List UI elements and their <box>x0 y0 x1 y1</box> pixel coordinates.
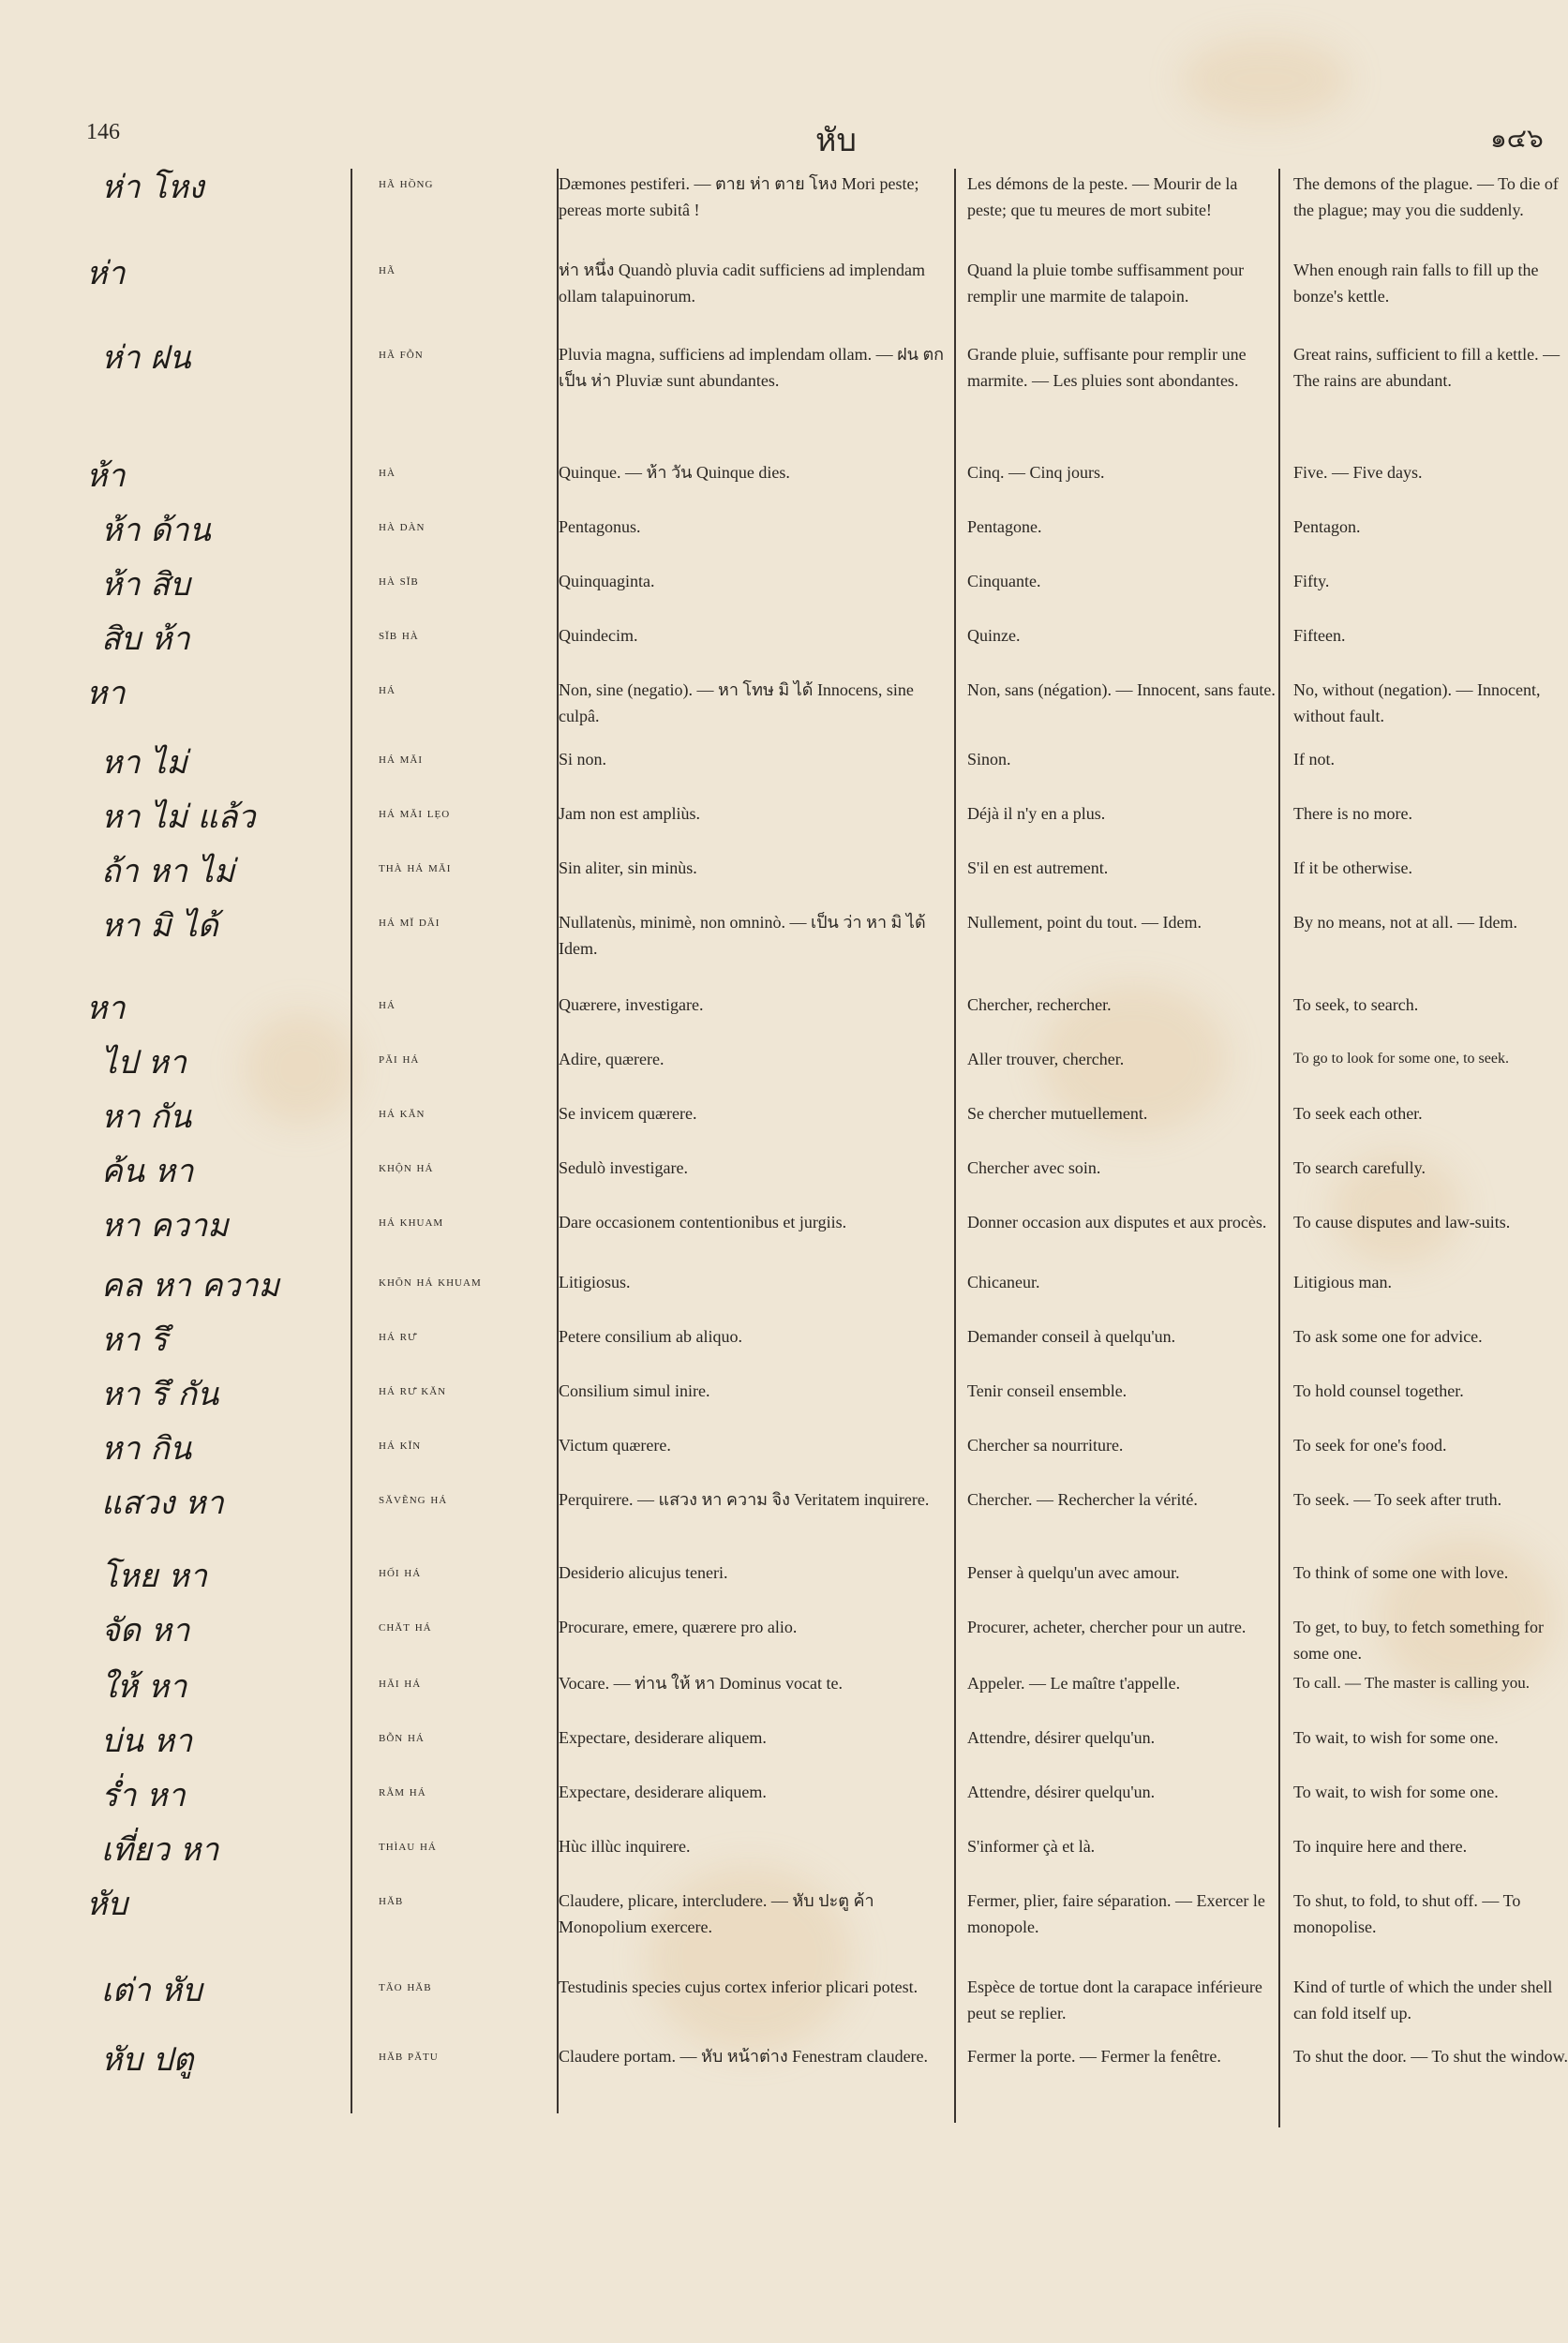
french-definition: S'informer çà et là. <box>967 1837 1096 1856</box>
french-definition: Penser à quelqu'un avec amour. <box>967 1563 1180 1582</box>
english-definition: To think of some one with love. <box>1293 1563 1509 1582</box>
latin-definition: Si non. <box>559 750 607 769</box>
romanization: rằm há <box>379 1784 426 1799</box>
latin-definition: Petere consilium ab aliquo. <box>559 1327 742 1346</box>
french-definition: Déjà il n'y en a plus. <box>967 804 1106 823</box>
latin-definition: Quindecim. <box>559 626 638 645</box>
french-definition: Demander conseil à quelqu'un. <box>967 1327 1176 1346</box>
romanization: thìau há <box>379 1839 437 1854</box>
romanization: chăt há <box>379 1619 432 1634</box>
thai-headword: หับ <box>86 1886 127 1923</box>
thai-headword: หา มิ ได้ <box>101 907 218 945</box>
latin-definition: Quinque. — ห้า วัน Quinque dies. <box>559 463 790 482</box>
thai-headword: ห่า โหง <box>101 169 204 206</box>
romanization: pǎi há <box>379 1052 420 1067</box>
thai-headword: เต่า หับ <box>101 1972 202 2009</box>
latin-definition: Expectare, desiderare aliquem. <box>559 1728 767 1747</box>
romanization: khŏn há khuam <box>379 1275 482 1290</box>
romanization: há mĭ dǎi <box>379 915 441 930</box>
french-definition: Pentagone. <box>967 517 1042 536</box>
french-definition: Tenir conseil ensemble. <box>967 1381 1127 1400</box>
latin-definition: Non, sine (negatio). — หา โทษ มิ ได้ Innocens, sine culpâ. <box>559 680 914 725</box>
english-definition: If not. <box>1293 750 1335 769</box>
latin-definition: Sedulò investigare. <box>559 1158 688 1177</box>
latin-definition: Hùc illùc inquirere. <box>559 1837 691 1856</box>
romanization: hã hồng <box>379 176 434 191</box>
english-definition: To call. — The master is calling you. <box>1293 1674 1531 1692</box>
thai-headword: ค้น หา <box>101 1153 194 1190</box>
thai-headword: ให้ หา <box>101 1668 187 1706</box>
english-definition: To shut, to fold, to shut off. — To monopolise. <box>1293 1891 1521 1936</box>
english-definition: To seek. — To seek after truth. <box>1293 1490 1502 1509</box>
french-definition: Se chercher mutuellement. <box>967 1104 1148 1123</box>
latin-definition: Dæmones pestiferi. — ตาย ห่า ตาย โหง Mori peste; pereas morte subitâ ! <box>559 174 919 219</box>
english-definition: To shut the door. — To shut the window. <box>1293 2047 1568 2066</box>
thai-headword: ร่ำ หา <box>101 1777 186 1814</box>
romanization: hăb <box>379 1893 404 1908</box>
romanization: hǎi há <box>379 1676 422 1691</box>
latin-definition: Expectare, desiderare aliquem. <box>559 1783 767 1801</box>
french-definition: Chercher avec soin. <box>967 1158 1101 1177</box>
romanization: hã <box>379 262 396 277</box>
latin-definition: Quinquaginta. <box>559 572 655 590</box>
french-definition: Quand la pluie tombe suffisamment pour remplir une marmite de talapoin. <box>967 261 1245 306</box>
romanization: hà sĭb <box>379 574 419 589</box>
french-definition: Donner occasion aux disputes et aux procès. <box>967 1213 1267 1231</box>
thai-headword: ห่า <box>86 255 126 292</box>
english-definition: To wait, to wish for some one. <box>1293 1728 1499 1747</box>
romanization: hã fỗn <box>379 347 424 362</box>
latin-definition: Pluvia magna, sufficiens ad implendam ollam. — ฝน ตก เป็น ห่า Pluviæ sunt abundantes. <box>559 345 945 390</box>
english-definition: There is no more. <box>1293 804 1412 823</box>
latin-definition: Jam non est ampliùs. <box>559 804 700 823</box>
latin-definition: Quærere, investigare. <box>559 995 704 1014</box>
french-definition: Attendre, désirer quelqu'un. <box>967 1728 1156 1747</box>
french-definition: Attendre, désirer quelqu'un. <box>967 1783 1156 1801</box>
french-definition: Fermer la porte. — Fermer la fenêtre. <box>967 2047 1221 2066</box>
english-definition: Great rains, sufficient to fill a kettle. — The rains are abundant. <box>1293 345 1561 390</box>
french-definition: Fermer, plier, faire séparation. — Exercer le monopole. <box>967 1891 1265 1936</box>
french-definition: Quinze. <box>967 626 1021 645</box>
latin-definition: Se invicem quærere. <box>559 1104 697 1123</box>
english-definition: To wait, to wish for some one. <box>1293 1783 1499 1801</box>
french-definition: Cinq. — Cinq jours. <box>967 463 1105 482</box>
english-definition: Kind of turtle of which the under shell can fold itself up. <box>1293 1977 1553 2022</box>
romanization: thà há mǎi <box>379 860 452 875</box>
english-definition: The demons of the plague. — To die of the plague; may you die suddenly. <box>1293 174 1559 219</box>
romanization: săvẽng há <box>379 1492 448 1507</box>
french-definition: Sinon. <box>967 750 1011 769</box>
thai-headword: คล หา ความ <box>101 1267 280 1305</box>
thai-headword: หา ไม่ <box>101 744 187 782</box>
french-definition: Aller trouver, chercher. <box>967 1050 1125 1068</box>
romanization: khộn há <box>379 1160 434 1175</box>
english-definition: Fifty. <box>1293 572 1330 590</box>
thai-headword: หา กิน <box>101 1430 192 1468</box>
english-definition: Litigious man. <box>1293 1273 1392 1291</box>
romanization: hà <box>379 465 396 480</box>
french-definition: Nullement, point du tout. — Idem. <box>967 913 1202 932</box>
thai-headword: หา รึ กัน <box>101 1376 219 1413</box>
latin-definition: ห่า หนึ่ง Quandò pluvia cadit sufficiens ad implendam ollam talapuinorum. <box>559 261 926 306</box>
thai-headword: หา ความ <box>101 1207 229 1245</box>
latin-definition: Claudere portam. — หับ หน้าต่าง Fenestram claudere. <box>559 2047 929 2066</box>
english-definition: To seek for one's food. <box>1293 1436 1447 1455</box>
latin-definition: Sin aliter, sin minùs. <box>559 858 697 877</box>
romanization: há <box>379 682 396 697</box>
thai-headword: เที่ยว หา <box>101 1831 219 1869</box>
english-definition: If it be otherwise. <box>1293 858 1412 877</box>
romanization: há mǎi <box>379 752 424 767</box>
thai-headword: ถ้า หา ไม่ <box>101 853 235 890</box>
latin-definition: Adire, quærere. <box>559 1050 665 1068</box>
thai-headword: หับ ปตู <box>101 2041 194 2079</box>
latin-definition: Desiderio alicujus teneri. <box>559 1563 728 1582</box>
page-title: หับ <box>815 122 857 159</box>
french-definition: Chicaneur. <box>967 1273 1040 1291</box>
thai-headword: ไป หา <box>101 1044 187 1082</box>
latin-definition: Claudere, plicare, intercludere. — หับ ปะตู ค้า Monopolium exercere. <box>559 1891 874 1936</box>
thai-headword: หา <box>86 990 126 1027</box>
french-definition: S'il en est autrement. <box>967 858 1109 877</box>
romanization: há kăn <box>379 1106 426 1121</box>
latin-definition: Procurare, emere, quærere pro alio. <box>559 1618 798 1636</box>
romanization: bỗn há <box>379 1730 425 1745</box>
english-definition: To hold counsel together. <box>1293 1381 1464 1400</box>
romanization: há khuam <box>379 1215 444 1230</box>
latin-definition: Vocare. — ท่าน ให้ หา Dominus vocat te. <box>559 1674 844 1693</box>
latin-definition: Litigiosus. <box>559 1273 631 1291</box>
french-definition: Grande pluie, suffisante pour remplir une marmite. — Les pluies sont abondantes. <box>967 345 1247 390</box>
romanization: tǎo hăb <box>379 1979 432 1994</box>
thai-headword: หา ไม่ แล้ว <box>101 798 256 836</box>
english-definition: No, without (negation). — Innocent, without fault. <box>1293 680 1541 725</box>
page-header <box>0 114 1568 159</box>
french-definition: Procurer, acheter, chercher pour un autre. <box>967 1618 1247 1636</box>
english-definition: To get, to buy, to fetch something for some one. <box>1293 1618 1545 1663</box>
english-definition: Five. — Five days. <box>1293 463 1423 482</box>
romanization: há mǎi lẹo <box>379 806 451 821</box>
english-definition: Pentagon. <box>1293 517 1361 536</box>
thai-headword: ห้า <box>86 457 126 495</box>
romanization: há rư̆ kăn <box>379 1383 447 1398</box>
english-definition: To ask some one for advice. <box>1293 1327 1483 1346</box>
romanization: há <box>379 997 396 1012</box>
thai-headword: หา รึ <box>101 1321 168 1359</box>
thai-headword: สิบ ห้า <box>101 620 190 658</box>
english-definition: To go to look for some one, to seek. <box>1293 1051 1509 1067</box>
romanization: hối há <box>379 1565 422 1580</box>
english-definition: To inquire here and there. <box>1293 1837 1468 1856</box>
french-definition: Espèce de tortue dont la carapace inférieure peut se replier. <box>967 1977 1262 2022</box>
french-definition: Cinquante. <box>967 572 1041 590</box>
english-definition: To search carefully. <box>1293 1158 1426 1177</box>
english-definition: When enough rain falls to fill up the bonze's kettle. <box>1293 261 1539 306</box>
latin-definition: Victum quærere. <box>559 1436 671 1455</box>
dictionary-entries <box>0 169 1568 2118</box>
page-number-right: ๑๔๖ <box>1490 123 1544 154</box>
french-definition: Les démons de la peste. — Mourir de la peste; que tu meures de mort subite! <box>967 174 1238 219</box>
latin-definition: Testudinis species cujus cortex inferior plicari potest. <box>559 1977 918 1996</box>
english-definition: By no means, not at all. — Idem. <box>1293 913 1517 932</box>
thai-headword: โหย หา <box>101 1558 207 1595</box>
thai-headword: บ่น หา <box>101 1723 193 1760</box>
latin-definition: Pentagonus. <box>559 517 641 536</box>
romanization: sĭb hà <box>379 628 419 643</box>
english-definition: Fifteen. <box>1293 626 1346 645</box>
english-definition: To seek, to search. <box>1293 995 1419 1014</box>
latin-definition: Perquirere. — แสวง หา ความ จิง Veritatem inquirere. <box>559 1490 930 1509</box>
thai-headword: จัด หา <box>101 1612 190 1649</box>
french-definition: Chercher. — Rechercher la vérité. <box>967 1490 1198 1509</box>
english-definition: To cause disputes and law-suits. <box>1293 1213 1511 1231</box>
thai-headword: ห้า สิบ <box>101 566 190 604</box>
latin-definition: Nullatenùs, minimè, non omninò. — เป็น ว่า หา มิ ได้ Idem. <box>559 913 926 958</box>
thai-headword: ห้า ด้าน <box>101 512 211 549</box>
latin-definition: Consilium simul inire. <box>559 1381 710 1400</box>
english-definition: To seek each other. <box>1293 1104 1423 1123</box>
thai-headword: หา <box>86 675 126 712</box>
thai-headword: หา กัน <box>101 1098 192 1136</box>
romanization: hăb pătu <box>379 2049 439 2064</box>
romanization: há rư̆ <box>379 1329 417 1344</box>
page-number-left: 146 <box>86 120 120 144</box>
thai-headword: ห่า ฝน <box>101 339 191 377</box>
french-definition: Appeler. — Le maître t'appelle. <box>967 1674 1181 1693</box>
latin-definition: Dare occasionem contentionibus et jurgiis. <box>559 1213 847 1231</box>
romanization: hà dàn <box>379 519 426 534</box>
french-definition: Chercher sa nourriture. <box>967 1436 1124 1455</box>
thai-headword: แสวง หา <box>101 1485 224 1522</box>
romanization: há kĭn <box>379 1438 422 1453</box>
french-definition: Non, sans (négation). — Innocent, sans faute. <box>967 680 1276 699</box>
french-definition: Chercher, rechercher. <box>967 995 1112 1014</box>
